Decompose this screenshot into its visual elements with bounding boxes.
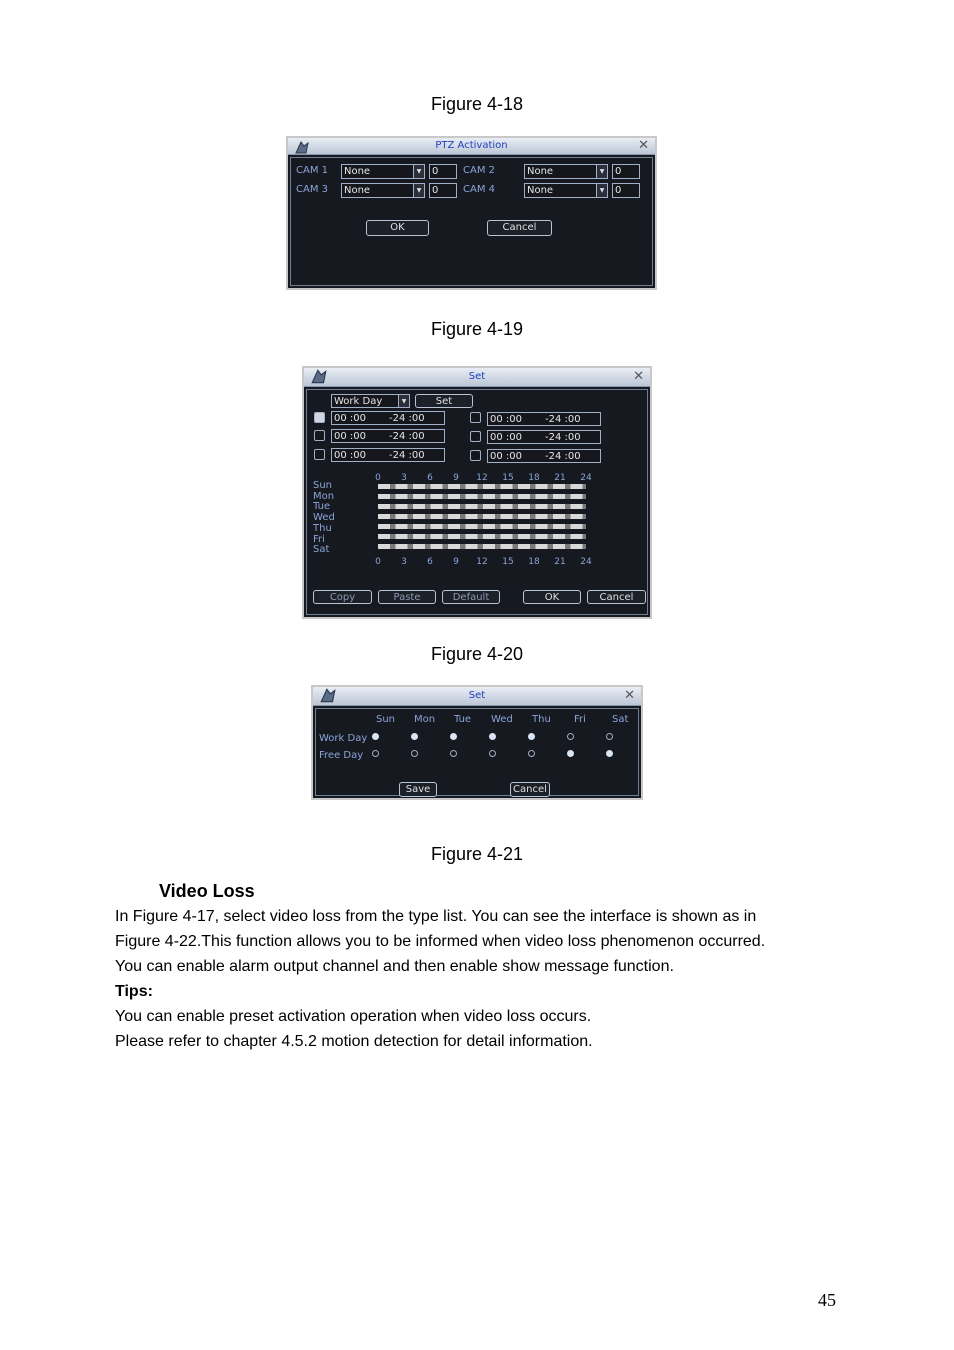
ok-button[interactable]: OK bbox=[366, 220, 429, 236]
close-icon[interactable]: ✕ bbox=[633, 369, 644, 384]
work-day-sun-radio[interactable] bbox=[372, 733, 379, 740]
work-day-mon-radio[interactable] bbox=[411, 733, 418, 740]
cancel-button[interactable]: Cancel bbox=[587, 590, 646, 604]
day-label: Mon bbox=[313, 490, 335, 502]
period-6-input[interactable] bbox=[487, 449, 601, 463]
hour-label: 9 bbox=[453, 557, 459, 567]
period-4-start: 00 :00 bbox=[490, 414, 522, 425]
hour-label: 6 bbox=[427, 557, 433, 567]
period-3-checkbox[interactable] bbox=[314, 449, 325, 460]
day-label: Wed bbox=[313, 512, 335, 524]
figure-caption-4-18: Figure 4-18 bbox=[430, 94, 524, 114]
free-day-sat-radio[interactable] bbox=[606, 750, 613, 757]
figure-caption-4-19: Figure 4-19 bbox=[430, 319, 524, 339]
free-day-tue-radio[interactable] bbox=[450, 750, 457, 757]
cam2-label: CAM 2 bbox=[463, 165, 495, 176]
cam1-label: CAM 1 bbox=[296, 165, 328, 176]
hour-ruler-bottom bbox=[375, 557, 592, 568]
cam2-preset-input[interactable]: 0 bbox=[612, 164, 640, 179]
day-type-dialog bbox=[311, 685, 643, 800]
page-number: 45 bbox=[818, 1290, 836, 1310]
work-day-wed-radio[interactable] bbox=[489, 733, 496, 740]
cam4-label: CAM 4 bbox=[463, 184, 495, 195]
weekday-header-thu: Thu bbox=[532, 714, 551, 725]
cam1-type-select[interactable] bbox=[341, 164, 425, 179]
period-5-checkbox[interactable] bbox=[470, 431, 481, 442]
hour-label: 18 bbox=[528, 557, 540, 567]
chevron-down-icon: ▼ bbox=[398, 395, 409, 407]
hour-label: 21 bbox=[554, 557, 566, 567]
schedule-bar-mon bbox=[378, 494, 586, 499]
period-4-checkbox[interactable] bbox=[470, 412, 481, 423]
period-set-dialog bbox=[302, 366, 652, 619]
hour-ruler-top bbox=[375, 473, 592, 484]
hour-label: 9 bbox=[453, 473, 459, 483]
work-day-thu-radio[interactable] bbox=[528, 733, 535, 740]
weekday-header-sun: Sun bbox=[376, 714, 396, 725]
period-6-checkbox[interactable] bbox=[470, 450, 481, 461]
schedule-bar-tue bbox=[378, 504, 586, 509]
hour-label: 24 bbox=[580, 557, 592, 567]
ptz-activation-dialog bbox=[286, 136, 657, 290]
tips-label: Tips: bbox=[115, 983, 153, 1000]
period-3-input[interactable] bbox=[331, 448, 445, 462]
schedule-bar-wed bbox=[378, 514, 586, 519]
period-dialog-title: Set bbox=[468, 371, 486, 382]
figure-caption-4-21: Figure 4-21 bbox=[430, 844, 524, 864]
tips-line: You can enable preset activation operation when video loss occurs. bbox=[115, 1008, 592, 1025]
period-5-end: -24 :00 bbox=[545, 432, 581, 443]
weekday-header-wed: Wed bbox=[491, 714, 513, 725]
schedule-grid bbox=[378, 484, 586, 554]
period-3-end: -24 :00 bbox=[389, 450, 425, 461]
hour-label: 15 bbox=[502, 557, 514, 567]
free-day-label: Free Day bbox=[319, 750, 364, 761]
schedule-bar-thu bbox=[378, 524, 586, 529]
day-label: Thu bbox=[313, 522, 332, 534]
period-4-input[interactable] bbox=[487, 412, 601, 426]
period-5-input[interactable] bbox=[487, 430, 601, 444]
day-type-dialog-title: Set bbox=[468, 690, 486, 701]
hour-label: 15 bbox=[502, 473, 514, 483]
hour-label: 6 bbox=[427, 473, 433, 483]
chevron-down-icon: ▼ bbox=[596, 165, 607, 178]
hour-label: 3 bbox=[401, 557, 407, 567]
period-2-input[interactable] bbox=[331, 429, 445, 443]
cam4-type-value: None bbox=[527, 185, 554, 196]
schedule-bar-fri bbox=[378, 534, 586, 539]
day-label: Fri bbox=[313, 533, 325, 545]
period-2-checkbox[interactable] bbox=[314, 430, 325, 441]
period-1-start: 00 :00 bbox=[334, 413, 366, 424]
chevron-down-icon: ▼ bbox=[596, 184, 607, 197]
period-1-end: -24 :00 bbox=[389, 413, 425, 424]
ptz-dialog-title: PTZ Activation bbox=[435, 140, 508, 151]
paste-button[interactable]: Paste bbox=[378, 590, 436, 604]
cam3-type-value: None bbox=[344, 185, 371, 196]
free-day-thu-radio[interactable] bbox=[528, 750, 535, 757]
ptz-titlebar bbox=[288, 138, 655, 155]
period-4-end: -24 :00 bbox=[545, 414, 581, 425]
period-6-start: 00 :00 bbox=[490, 451, 522, 462]
figure-caption-4-20: Figure 4-20 bbox=[430, 644, 524, 664]
hour-label: 21 bbox=[554, 473, 566, 483]
weekday-header-fri: Fri bbox=[574, 714, 586, 725]
schedule-bar-sun bbox=[378, 484, 586, 489]
day-label: Tue bbox=[313, 501, 331, 513]
free-day-sun-radio[interactable] bbox=[372, 750, 379, 757]
day-labels bbox=[313, 481, 353, 556]
hour-label: 18 bbox=[528, 473, 540, 483]
cancel-button[interactable]: Cancel bbox=[510, 782, 550, 797]
copy-button[interactable]: Copy bbox=[313, 590, 372, 604]
free-day-mon-radio[interactable] bbox=[411, 750, 418, 757]
cam1-preset-input[interactable]: 0 bbox=[429, 164, 457, 179]
cam2-type-value: None bbox=[527, 166, 554, 177]
work-day-sat-radio[interactable] bbox=[606, 733, 613, 740]
chevron-down-icon: ▼ bbox=[413, 184, 424, 197]
weekday-header-mon: Mon bbox=[414, 714, 436, 725]
chevron-down-icon: ▼ bbox=[413, 165, 424, 178]
free-day-wed-radio[interactable] bbox=[489, 750, 496, 757]
weekday-header-tue: Tue bbox=[454, 714, 472, 725]
close-icon[interactable]: ✕ bbox=[624, 688, 635, 703]
period-titlebar bbox=[304, 368, 650, 387]
cam3-preset-input[interactable]: 0 bbox=[429, 183, 457, 198]
cam4-preset-input[interactable]: 0 bbox=[612, 183, 640, 198]
cam2-type-select[interactable] bbox=[524, 164, 608, 179]
cam1-type-value: None bbox=[344, 166, 371, 177]
paragraph-line: Figure 4-22.This function allows you to be informed when video loss phenomenon occurred. bbox=[115, 933, 766, 950]
tips-line: Please refer to chapter 4.5.2 motion detection for detail information. bbox=[115, 1033, 593, 1050]
period-1-input[interactable] bbox=[331, 411, 445, 425]
cam4-type-select[interactable] bbox=[524, 183, 608, 198]
work-day-label: Work Day bbox=[319, 733, 368, 744]
paragraph-line: You can enable alarm output channel and then enable show message function. bbox=[115, 958, 674, 975]
paragraph-line: In Figure 4-17, select video loss from the type list. You can see the interface is shown as in bbox=[115, 908, 757, 925]
free-day-fri-radio[interactable] bbox=[567, 750, 574, 757]
hour-label: 0 bbox=[375, 557, 381, 567]
day-label: Sat bbox=[313, 544, 330, 556]
hour-label: 12 bbox=[476, 557, 488, 567]
period-6-end: -24 :00 bbox=[545, 451, 581, 462]
period-3-start: 00 :00 bbox=[334, 450, 366, 461]
default-button[interactable]: Default bbox=[442, 590, 500, 604]
period-1-checkbox[interactable] bbox=[314, 412, 325, 423]
day-type-value: Work Day bbox=[334, 396, 383, 407]
period-2-start: 00 :00 bbox=[334, 431, 366, 442]
day-label: Sun bbox=[313, 480, 333, 491]
set-button[interactable]: Set bbox=[415, 394, 473, 408]
section-heading: Video Loss bbox=[159, 881, 255, 901]
schedule-bar-sat bbox=[378, 544, 586, 549]
hour-label: 0 bbox=[375, 473, 381, 483]
ok-button[interactable]: OK bbox=[523, 590, 581, 604]
cancel-button[interactable]: Cancel bbox=[487, 220, 552, 236]
work-day-tue-radio[interactable] bbox=[450, 733, 457, 740]
period-2-end: -24 :00 bbox=[389, 431, 425, 442]
work-day-fri-radio[interactable] bbox=[567, 733, 574, 740]
weekday-header-sat: Sat bbox=[612, 714, 629, 725]
close-icon[interactable]: ✕ bbox=[638, 138, 649, 153]
day-type-select[interactable] bbox=[331, 394, 410, 408]
hour-label: 12 bbox=[476, 473, 488, 483]
hour-label: 24 bbox=[580, 473, 592, 483]
hour-label: 3 bbox=[401, 473, 407, 483]
period-5-start: 00 :00 bbox=[490, 432, 522, 443]
cam3-label: CAM 3 bbox=[296, 184, 328, 195]
save-button[interactable]: Save bbox=[399, 782, 437, 797]
day-type-titlebar bbox=[313, 687, 641, 706]
cam3-type-select[interactable] bbox=[341, 183, 425, 198]
